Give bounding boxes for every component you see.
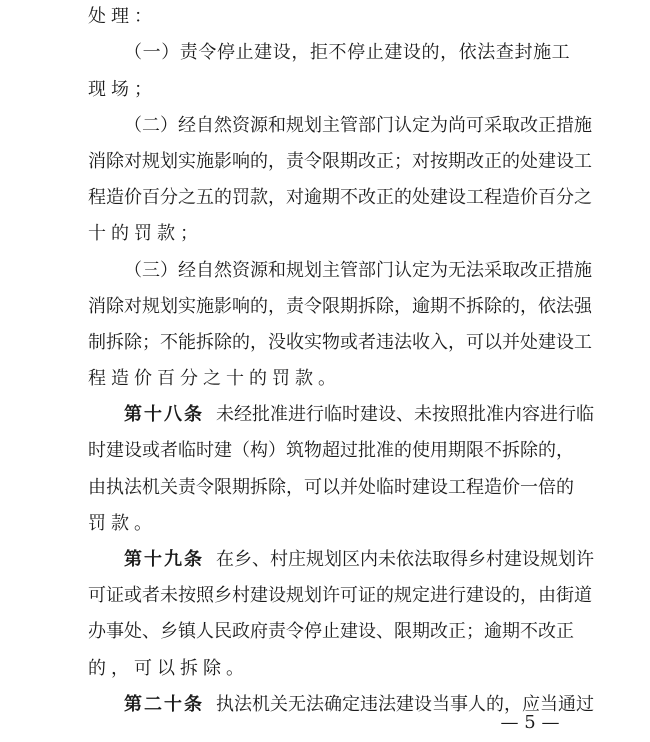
text-line [88, 513, 570, 535]
text-line [88, 658, 570, 680]
page-number: — 5 — [500, 712, 560, 733]
text-line [88, 6, 570, 28]
article-heading: 第 二 十 条 [124, 694, 202, 715]
line-text: 执 法 机 关 无 法 确 定 违 法 建 设 当 事 人 的 ， 应 当 通 过 [216, 694, 594, 715]
text-line [88, 440, 574, 462]
line-text: 时 建 设 或 者 临 时 建 （ 构 ） 筑 物 超 过 批 准 的 使 用 期 限 不 拆 除 的 ， [88, 440, 574, 461]
text-line [88, 585, 592, 607]
text-line [88, 296, 592, 318]
line-text: 可 证 或 者 未 按 照 乡 村 建 设 规 划 许 可 证 的 规 定 进 行 建 设 的 ， 由 街 道 [88, 585, 592, 606]
text-line [88, 187, 592, 209]
line-text: 罚款。 [88, 513, 157, 534]
line-text: 由 执 法 机 关 责 令 限 期 拆 除 ， 可 以 并 处 临 时 建 设 工 程 造 价 一 倍 的 [88, 477, 574, 498]
line-text: 未 经 批 准 进 行 临 时 建 设 、 未 按 照 批 准 内 容 进 行 临 [216, 404, 594, 425]
text-line [88, 477, 574, 499]
line-text: 的，可以拆除。 [88, 658, 249, 679]
line-text: （ 一 ） 责 令 停 止 建 设 ， 拒 不 停 止 建 设 的 ， 依 法 查 封 施 工 [124, 42, 570, 63]
line-text: 处理： [88, 6, 157, 27]
text-line [124, 260, 592, 282]
text-line [124, 549, 594, 571]
line-text: 消 除 对 规 划 实 施 影 响 的 ， 责 令 限 期 拆 除 ， 逾 期 不 拆 除 的 ， 依 法 强 [88, 296, 592, 317]
text-line [124, 115, 592, 137]
text-line [88, 368, 570, 390]
line-text: （ 二 ） 经 自 然 资 源 和 规 划 主 管 部 门 认 定 为 尚 可 采 取 改 正 措 施 [124, 115, 592, 136]
text-line [88, 621, 574, 643]
line-text: 程造价百分之十的罚款。 [88, 368, 341, 389]
line-text: 办 事 处 、 乡 镇 人 民 政 府 责 令 停 止 建 设 、 限 期 改 正 ； 逾 期 不 改 正 [88, 621, 574, 642]
line-text: 制 拆 除 ； 不 能 拆 除 的 ， 没 收 实 物 或 者 违 法 收 入 ， 可 以 并 处 建 设 工 [88, 332, 592, 353]
text-line [88, 79, 570, 101]
text-line [88, 332, 592, 354]
text-line [88, 223, 570, 245]
text-line [124, 42, 570, 64]
text-line [124, 404, 594, 426]
line-text: （ 三 ） 经 自 然 资 源 和 规 划 主 管 部 门 认 定 为 无 法 采 取 改 正 措 施 [124, 260, 592, 281]
text-line [88, 151, 592, 173]
article-heading: 第 十 八 条 [124, 404, 202, 425]
article-heading: 第 十 九 条 [124, 549, 202, 570]
line-text: 在 乡 、 村 庄 规 划 区 内 未 依 法 取 得 乡 村 建 设 规 划 许 [216, 549, 594, 570]
line-text: 消 除 对 规 划 实 施 影 响 的 ， 责 令 限 期 改 正 ； 对 按 期 改 正 的 处 建 设 工 [88, 151, 592, 172]
line-text: 十的罚款； [88, 223, 203, 244]
line-text: 现场； [88, 79, 157, 100]
line-text: 程 造 价 百 分 之 五 的 罚 款 ， 对 逾 期 不 改 正 的 处 建 设 工 程 造 价 百 分 之 [88, 187, 592, 208]
